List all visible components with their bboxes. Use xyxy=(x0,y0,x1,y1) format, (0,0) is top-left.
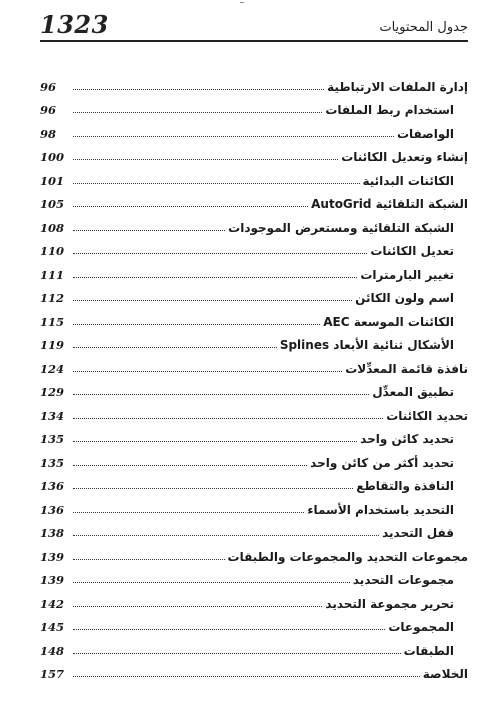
dot-leader xyxy=(73,205,308,207)
table-of-contents xyxy=(40,70,468,681)
toc-entry-title: تحديد الكائنات xyxy=(386,408,468,423)
toc-entry xyxy=(40,658,468,682)
toc-entry-page: 110 xyxy=(40,244,65,258)
toc-entry-page: 136 xyxy=(40,502,65,517)
dot-leader xyxy=(73,628,385,630)
toc-entry xyxy=(40,329,468,353)
toc-entry-page: 138 xyxy=(40,526,65,540)
dot-leader xyxy=(73,276,357,278)
toc-entry-page: 108 xyxy=(40,220,65,235)
dot-leader xyxy=(73,299,352,301)
toc-entry-page: 129 xyxy=(40,385,65,399)
toc-entry-page: 96 xyxy=(40,79,57,94)
toc-entry xyxy=(40,305,468,329)
dot-leader xyxy=(73,229,225,231)
toc-entry xyxy=(40,399,468,423)
toc-entry-page: 100 xyxy=(40,150,65,164)
toc-entry-title: قفل التحديد xyxy=(382,526,454,540)
toc-entry-title: إنشاء وتعديل الكائنات xyxy=(341,150,468,164)
dot-leader xyxy=(73,652,401,654)
toc-entry-page: 139 xyxy=(40,549,65,564)
dot-leader xyxy=(73,440,357,442)
toc-entry-page: 142 xyxy=(40,596,65,611)
toc-entry-page: 119 xyxy=(40,338,65,352)
page-header xyxy=(40,10,468,42)
toc-entry xyxy=(40,540,468,564)
toc-entry-page: 145 xyxy=(40,620,65,634)
toc-entry xyxy=(40,634,468,658)
toc-entry xyxy=(40,70,468,94)
toc-entry-page: 135 xyxy=(40,432,65,446)
toc-entry-title: الشبكة التلقائية ومستعرض الموجودات xyxy=(228,220,454,235)
toc-entry-title: المجموعات xyxy=(388,620,454,634)
scan-mark xyxy=(240,2,244,3)
toc-entry xyxy=(40,164,468,188)
dot-leader xyxy=(73,534,379,536)
dot-leader xyxy=(73,605,322,607)
page-number: 1323 xyxy=(40,10,109,39)
dot-leader xyxy=(73,182,360,184)
toc-entry xyxy=(40,446,468,470)
toc-entry-page: 96 xyxy=(40,103,57,117)
toc-entry-title: مجموعات التحديد xyxy=(352,573,454,587)
toc-entry-title: الشبكة التلقائية AutoGrid xyxy=(311,197,468,211)
toc-entry xyxy=(40,587,468,611)
toc-entry-page: 136 xyxy=(40,479,65,493)
toc-entry-page: 105 xyxy=(40,197,65,211)
toc-entry xyxy=(40,211,468,235)
toc-entry-title: تغيير البارمترات xyxy=(360,267,454,282)
toc-entry xyxy=(40,352,468,376)
dot-leader xyxy=(73,111,322,113)
toc-entry xyxy=(40,94,468,118)
dot-leader xyxy=(73,511,304,513)
toc-entry xyxy=(40,376,468,400)
toc-entry xyxy=(40,611,468,635)
toc-entry xyxy=(40,258,468,282)
dot-leader xyxy=(73,464,307,466)
toc-entry-page: 112 xyxy=(40,291,65,305)
toc-entry-page: 139 xyxy=(40,573,65,587)
toc-entry-title: النافذة والتقاطع xyxy=(356,479,454,493)
toc-entry-page: 148 xyxy=(40,643,65,658)
dot-leader xyxy=(73,158,338,160)
toc-entry-title: اسم ولون الكائن xyxy=(355,291,454,305)
toc-entry-page: 135 xyxy=(40,455,65,470)
toc-entry xyxy=(40,117,468,141)
toc-entry xyxy=(40,423,468,447)
toc-entry-title: التحديد باستخدام الأسماء xyxy=(307,502,454,517)
dot-leader xyxy=(73,581,350,583)
dot-leader xyxy=(73,323,320,325)
toc-entry-title: الواصفات xyxy=(396,126,454,141)
toc-entry-page: 124 xyxy=(40,361,65,376)
toc-entry-title: الطبقات xyxy=(403,643,454,658)
toc-entry-title: الخلاصة xyxy=(422,667,468,681)
toc-entry-title: مجموعات التحديد والمجموعات والطبقات xyxy=(227,549,468,564)
toc-entry-page: 157 xyxy=(40,667,65,681)
dot-leader xyxy=(73,675,420,677)
toc-entry-title: الكائنات البدائية xyxy=(362,173,454,188)
dot-leader xyxy=(73,558,225,560)
toc-entry-title: تحديد كائن واحد xyxy=(360,432,454,446)
toc-entry-title: نافذة قائمة المعدِّلات xyxy=(345,361,468,376)
toc-entry-title: الكائنات الموسعة AEC xyxy=(323,314,454,329)
toc-entry-title: تحرير مجموعة التحديد xyxy=(325,596,454,611)
dot-leader xyxy=(73,370,342,372)
toc-entry-title: تطبيق المعدِّل xyxy=(372,385,454,399)
toc-entry xyxy=(40,470,468,494)
toc-entry-page: 134 xyxy=(40,408,65,423)
dot-leader xyxy=(73,346,277,348)
toc-entry-title: تعديل الكائنات xyxy=(370,244,454,258)
toc-entry xyxy=(40,141,468,165)
toc-entry-title: تحديد أكثر من كائن واحد xyxy=(310,455,454,470)
toc-entry-page: 111 xyxy=(40,267,65,282)
dot-leader xyxy=(73,487,353,489)
dot-leader xyxy=(73,135,394,137)
toc-entry-title: الأشكال ثنائية الأبعاد Splines xyxy=(279,338,454,352)
toc-entry-title: استخدام ربط الملفات xyxy=(325,103,454,117)
dot-leader xyxy=(73,417,383,419)
toc-entry xyxy=(40,493,468,517)
toc-entry-page: 98 xyxy=(40,126,57,141)
toc-entry-page: 115 xyxy=(40,314,65,329)
dot-leader xyxy=(73,393,369,395)
toc-entry xyxy=(40,564,468,588)
toc-entry xyxy=(40,235,468,259)
dot-leader xyxy=(73,252,367,254)
toc-entry-page: 101 xyxy=(40,173,65,188)
toc-entry xyxy=(40,282,468,306)
dot-leader xyxy=(73,88,324,90)
header-title: جدول المحتويات xyxy=(379,20,468,35)
toc-entry xyxy=(40,517,468,541)
toc-entry-title: إدارة الملفات الارتباطية xyxy=(327,79,468,94)
toc-entry xyxy=(40,188,468,212)
